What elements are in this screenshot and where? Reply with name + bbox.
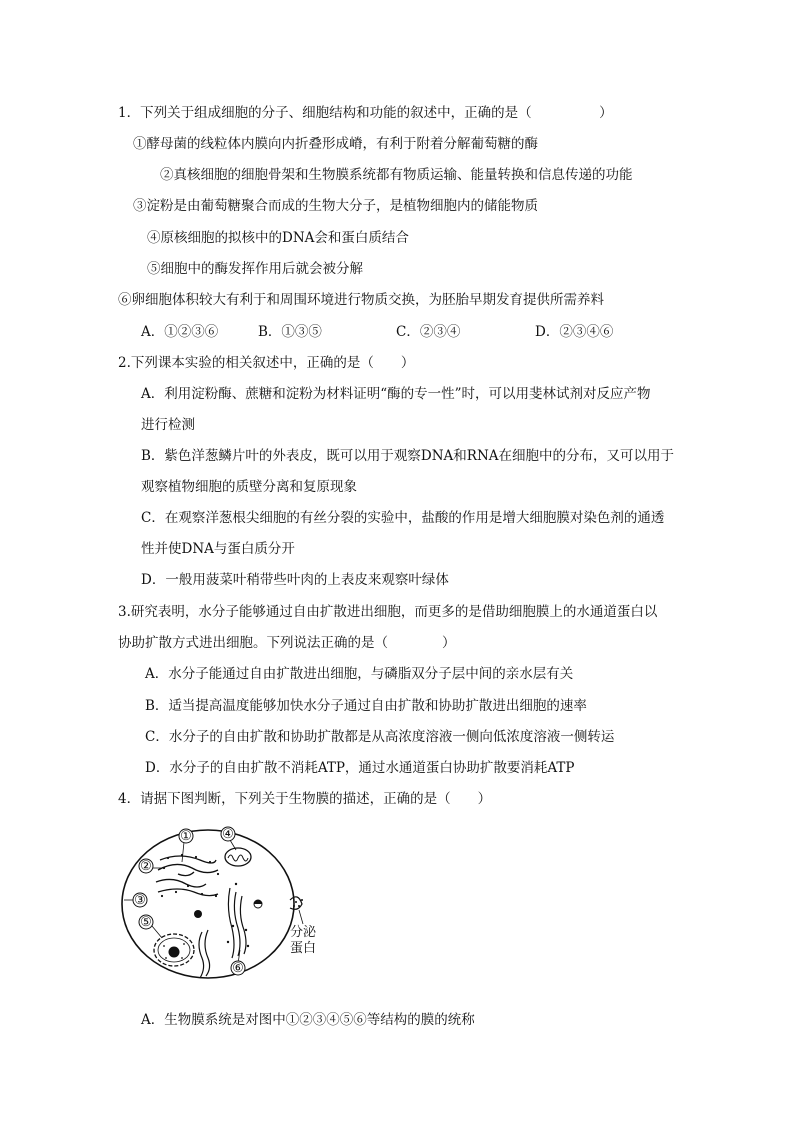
q2-option-a-line2: 进行检测 xyxy=(141,417,195,433)
q3-option-d: D．水分子的自由扩散不消耗ATP，通过水通道蛋白协助扩散要消耗ATP xyxy=(145,760,575,776)
q1-option-d: D．②③④⑥ xyxy=(535,324,614,340)
q1-statement-5: ⑤细胞中的酶发挥作用后就会被分解 xyxy=(147,261,363,277)
secretion-dot xyxy=(295,901,297,903)
nucleolus xyxy=(169,947,180,958)
q2-option-b-line1: B．紫色洋葱鳞片叶的外表皮，既可以用于观察DNA和RNA在细胞中的分布，又可以用于 xyxy=(141,448,675,464)
mitochondrion-cristae xyxy=(228,855,248,861)
q1-statement-3: ③淀粉是由葡萄糖聚合而成的生物大分子，是植物细胞内的储能物质 xyxy=(133,198,538,214)
cell-membrane-outline xyxy=(122,830,294,978)
q2-option-d: D．一般用菠菜叶稍带些叶肉的上表皮来观察叶绿体 xyxy=(141,572,449,588)
q3-stem-line2: 协助扩散方式进出细胞。下列说法正确的是（ ） xyxy=(118,635,456,651)
q1-statement-2: ②真核细胞的细胞骨架和生物膜系统都有物质运输、能量转换和信息传递的功能 xyxy=(160,167,633,183)
q2-option-b-line2: 观察植物细胞的质壁分离和复原现象 xyxy=(141,479,357,495)
secretion-dot xyxy=(298,905,300,907)
secretion-vesicle xyxy=(290,897,302,910)
secretion-label-line1: 分泌 xyxy=(290,925,317,940)
q4-option-a: A．生物膜系统是对图中①②③④⑤⑥等结构的膜的统称 xyxy=(141,1012,475,1028)
label-1: ① xyxy=(180,829,192,844)
label-4: ④ xyxy=(222,827,234,842)
label-6: ⑥ xyxy=(232,961,244,976)
q2-option-c-line1: C．在观察洋葱根尖细胞的有丝分裂的实验中，盐酸的作用是增大细胞膜对染色剂的通透 xyxy=(141,510,665,526)
q2-stem: 2.下列课本实验的相关叙述中，正确的是（ ） xyxy=(118,355,415,371)
label-3: ③ xyxy=(134,893,146,908)
vesicle xyxy=(194,910,202,918)
q1-option-a: A．①②③⑥ xyxy=(141,324,219,340)
secretion-label-line2: 蛋白 xyxy=(290,941,317,956)
q2-option-a-line1: A．利用淀粉酶、蔗糖和淀粉为材料证明“酶的专一性”时，可以用斐林试剂对反应产物 xyxy=(141,386,651,402)
q3-stem-line1: 3.研究表明，水分子能够通过自由扩散进出细胞，而更多的是借助细胞膜上的水通道蛋白以 xyxy=(118,604,658,620)
q3-option-c: C．水分子的自由扩散和协助扩散都是从高浓度溶液一侧向低浓度溶液一侧转运 xyxy=(145,729,615,745)
label-5: ⑤ xyxy=(140,915,152,930)
q3-option-a: A．水分子能通过自由扩散进出细胞，与磷脂双分子层中间的亲水层有关 xyxy=(145,666,574,682)
q4-stem: 4．请据下图判断，下列关于生物膜的描述，正确的是（ ） xyxy=(118,791,492,807)
cell-membrane-diagram xyxy=(118,822,318,984)
q3-option-b: B．适当提高温度能够加快水分子通过自由扩散和协助扩散进出细胞的速率 xyxy=(145,698,587,714)
q1-option-b: B．①③⑤ xyxy=(258,324,322,340)
q1-stem: 1．下列关于组成细胞的分子、细胞结构和功能的叙述中，正确的是（ ） xyxy=(118,105,613,121)
secretion-dot xyxy=(293,905,295,907)
q2-option-c-line2: 性并使DNA与蛋白质分开 xyxy=(141,541,295,557)
secretion-dot xyxy=(301,899,303,901)
label-2: ② xyxy=(140,859,152,874)
q1-statement-1: ①酵母菌的线粒体内膜向内折叠形成嵴，有利于附着分解葡萄糖的酶 xyxy=(133,136,538,152)
q1-option-c: C．②③④ xyxy=(396,324,461,340)
endoplasmic-reticulum xyxy=(156,856,218,896)
secretion-leader xyxy=(299,910,303,924)
q1-statement-6: ⑥卵细胞体积较大有利于和周围环境进行物质交换，为胚胎早期发育提供所需养料 xyxy=(118,292,604,308)
q1-statement-4: ④原核细胞的拟核中的DNA会和蛋白质结合 xyxy=(147,230,409,246)
